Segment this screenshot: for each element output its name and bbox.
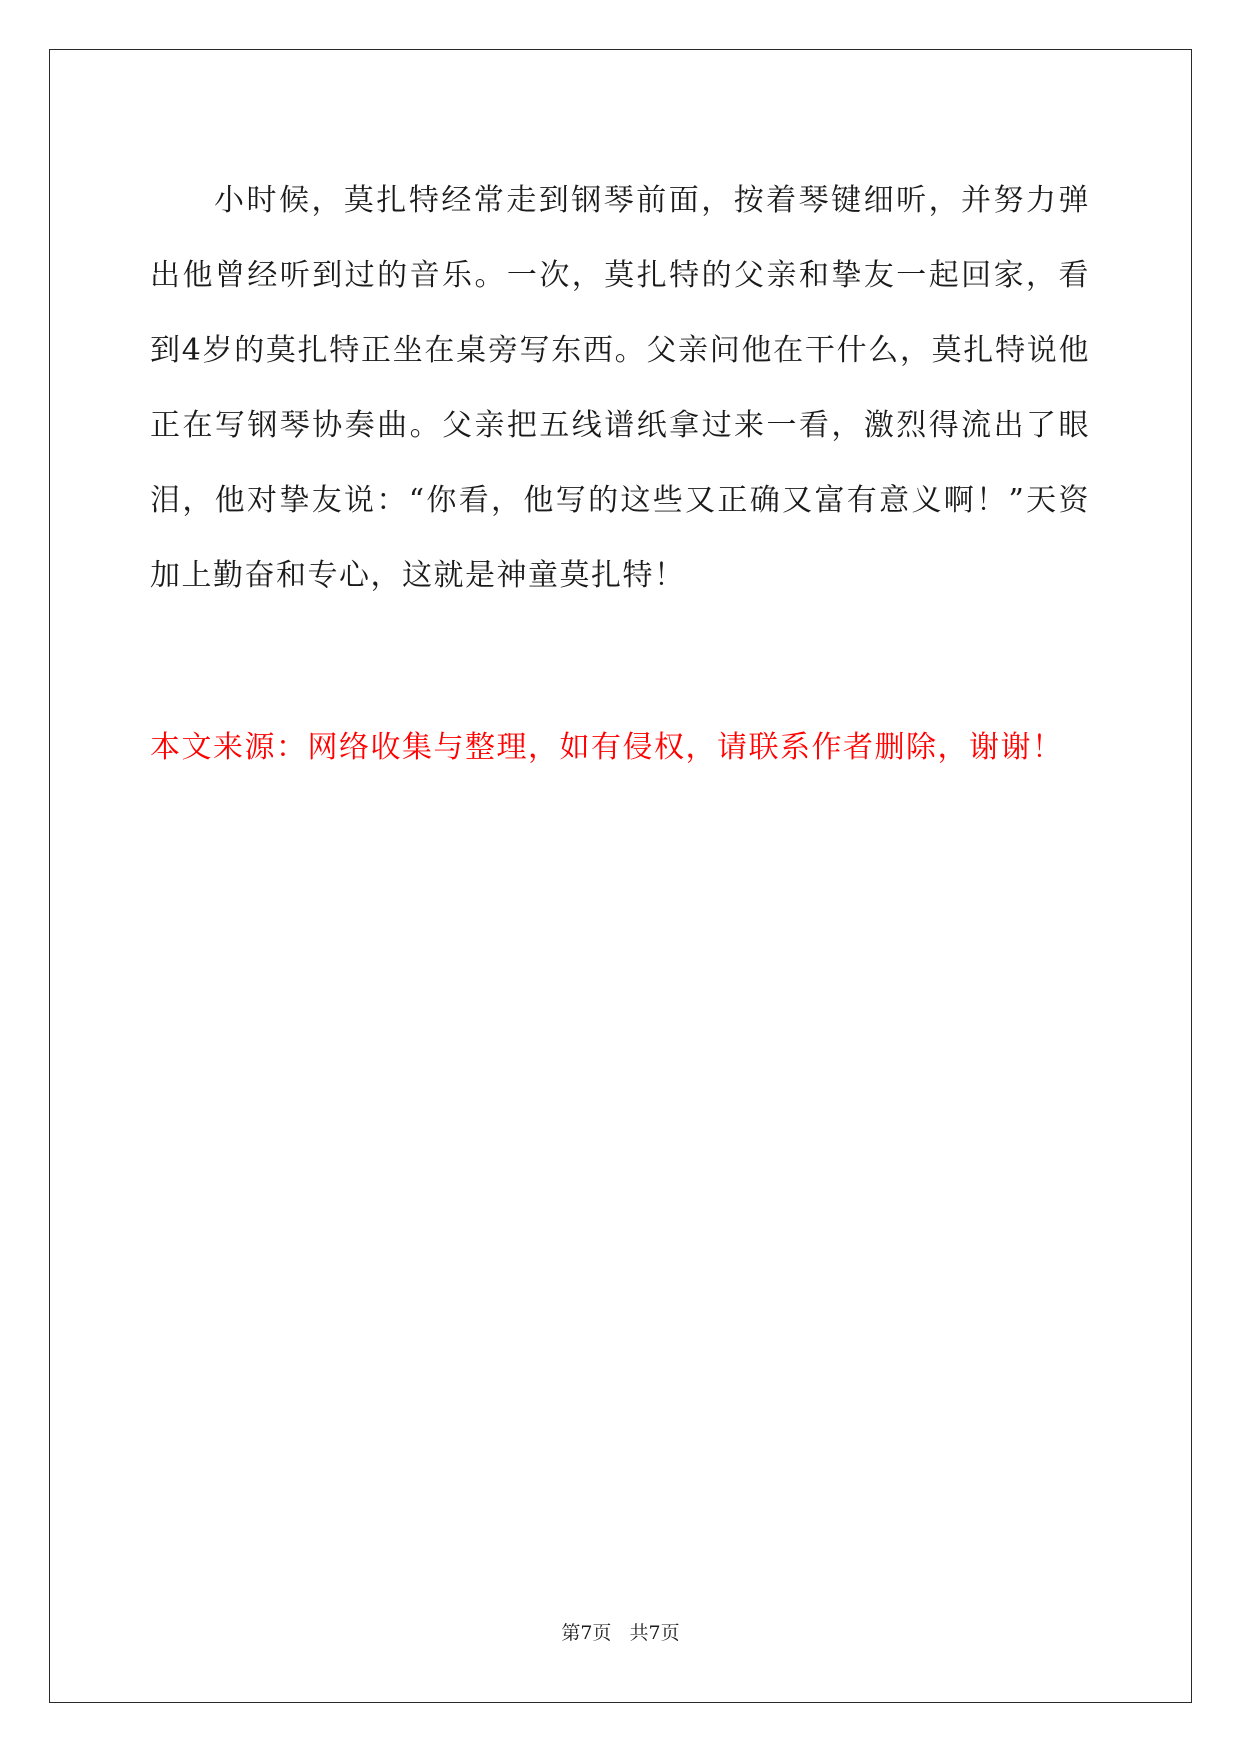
page-number-footer: 第7页 共7页 — [561, 1622, 680, 1644]
body-paragraph: 小时候，莫扎特经常走到钢琴前面，按着琴键细听，并努力弹出他曾经听到过的音乐。一次，莫扎特的父亲和挚友一起回家，看到4岁的莫扎特正坐在桌旁写东西。父亲问他在干什么，莫扎特说他正在写钢琴协奏曲。父亲把五线谱纸拿过来一看，激烈得流出了眼泪，他对挚友说：“你看，他写的这些又正确又富有意义啊！”天资加上勤奋和专心，这就是神童莫扎特！ — [150, 183, 1090, 593]
source-note: 本文来源：网络收集与整理，如有侵权，请联系作者删除，谢谢！ — [150, 730, 1064, 765]
